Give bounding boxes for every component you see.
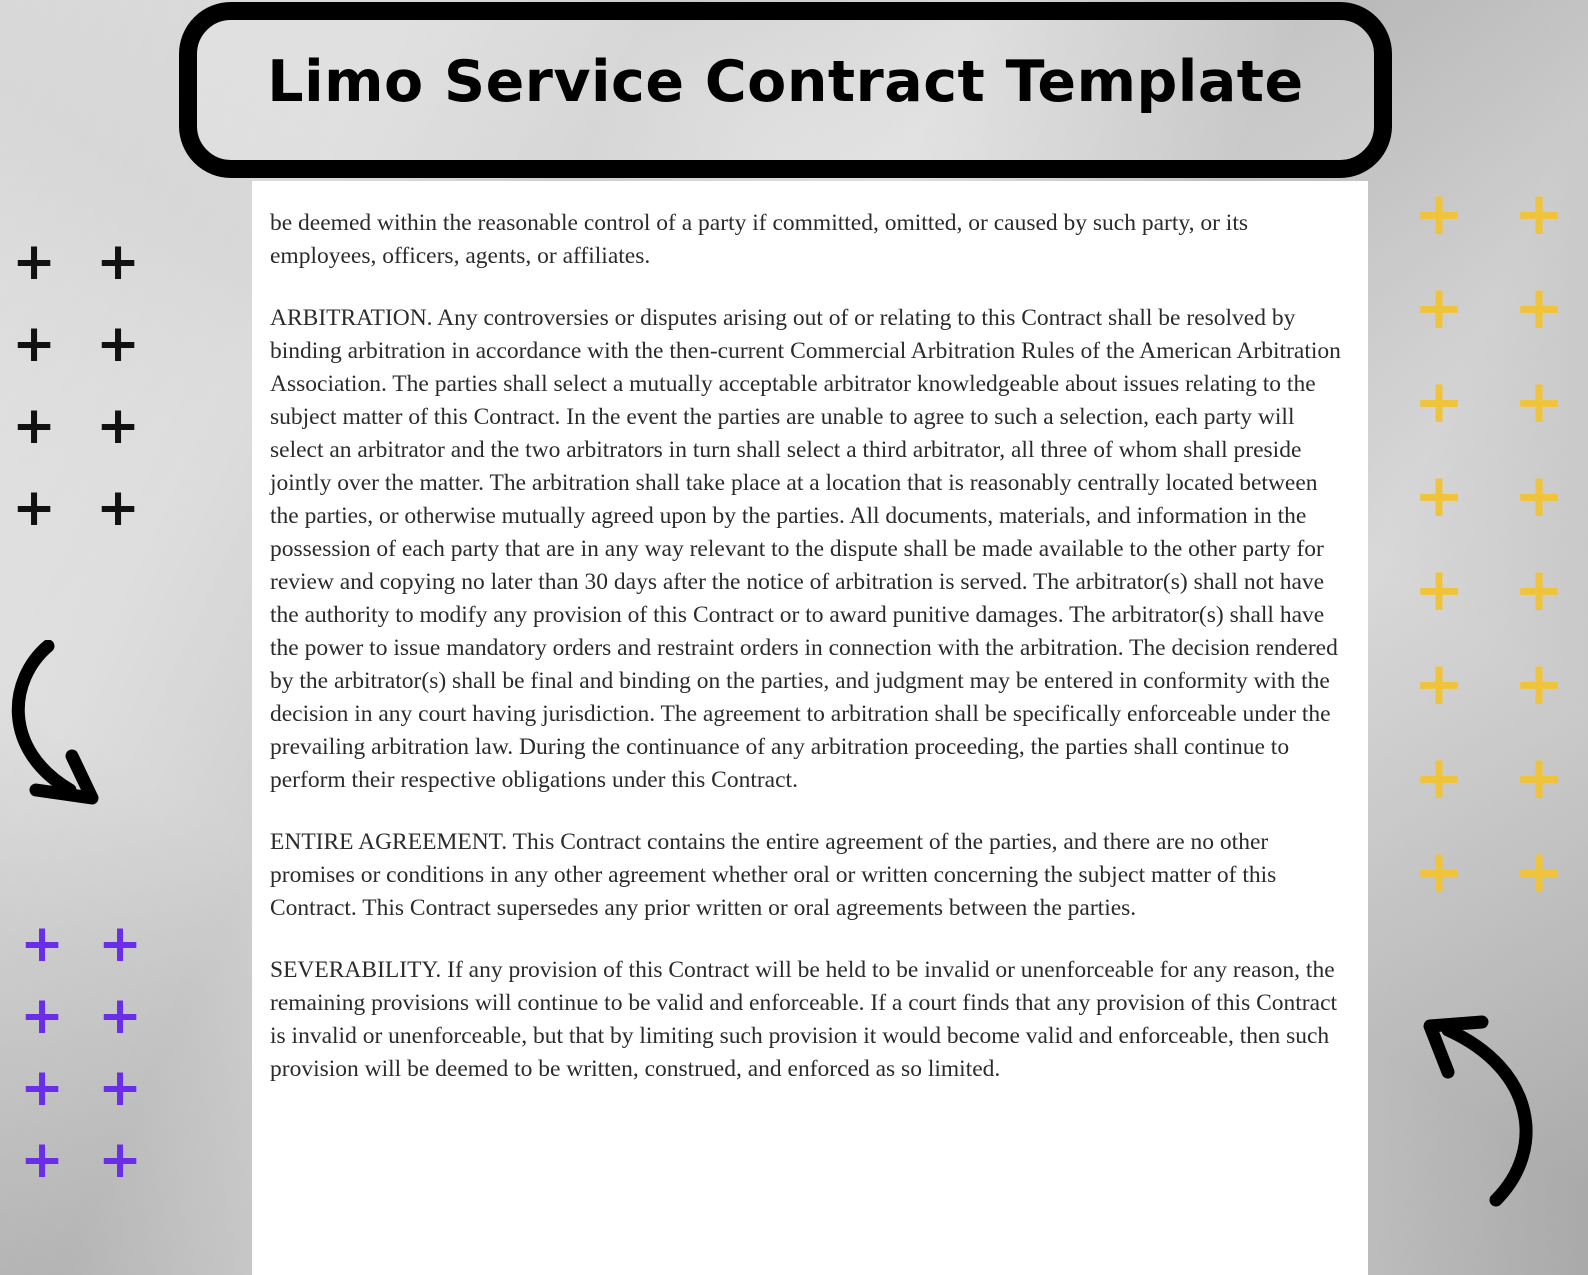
plus-icon: + — [96, 232, 140, 292]
curved-arrow-up-icon — [1418, 1010, 1548, 1210]
plus-icon: + — [1513, 367, 1565, 437]
plus-icon: + — [98, 986, 142, 1046]
plus-icon: + — [1413, 461, 1465, 531]
plus-icon: + — [1413, 555, 1465, 625]
plus-icon: + — [1513, 743, 1565, 813]
plus-grid-purple — [16, 914, 146, 1190]
plus-icon: + — [96, 314, 140, 374]
paragraph-arbitration: ARBITRATION. Any controversies or disputes arising out of or relating to this Contract shall be resolved by binding arbitration in accordance with the then-current Commercial Arbitration Rules of the American Arbitration Association. The parties shall select a mutually acceptable arbitrator knowledgeable about issues relating to the subject matter of this Contract. In the event the parties are unable to agree to such a selection, each party will select an arbitrator and the two arbitrators in turn shall select a third arbitrator, all three of whom shall preside jointly over the matter. The arbitration shall take place at a location that is reasonably centrally located between the parties, or otherwise mutually agreed upon by the parties. All documents, materials, and information in the possession of each party that are in any way relevant to the dispute shall be made available to the other party for review and copying no later than 30 days after the notice of arbitration is served. The arbitrator(s) shall not have the authority to modify any provision of this Contract or to award punitive damages. The arbitrator(s) shall have the power to issue mandatory orders and restraint orders in connection with the arbitration. The decision rendered by the arbitrator(s) shall be final and binding on the parties, and judgment may be entered in conformity with the decision in any court having jurisdiction. The agreement to arbitration shall be specifically enforceable under the prevailing arbitration law. During the continuance of any arbitration proceeding, the parties shall continue to perform their respective obligations under this Contract. — [270, 305, 1341, 793]
plus-icon: + — [1413, 649, 1465, 719]
plus-icon: + — [98, 914, 142, 974]
plus-icon: + — [96, 396, 140, 456]
plus-icon: + — [1513, 837, 1565, 907]
plus-icon: + — [98, 1058, 142, 1118]
plus-icon: + — [20, 1058, 64, 1118]
paragraph-entire-agreement: ENTIRE AGREEMENT. This Contract contains the entire agreement of the parties, and there are no other promises or conditions in any other agreement whether oral or written concerning the subject matter of this Contract. This Contract supersedes any prior written or oral agreements between the parties. — [270, 829, 1277, 921]
plus-grid-black — [8, 232, 144, 538]
plus-icon: + — [12, 396, 56, 456]
plus-grid-yellow — [1411, 179, 1567, 907]
document-page — [252, 181, 1368, 1275]
page-title: Limo Service Contract Template — [267, 49, 1304, 115]
plus-icon: + — [1513, 555, 1565, 625]
plus-icon: + — [96, 478, 140, 538]
plus-icon: + — [1513, 649, 1565, 719]
plus-icon: + — [20, 1130, 64, 1190]
plus-icon: + — [1413, 743, 1465, 813]
plus-icon: + — [1413, 837, 1465, 907]
plus-icon: + — [12, 314, 56, 374]
plus-icon: + — [1413, 179, 1465, 249]
plus-icon: + — [1513, 461, 1565, 531]
plus-icon: + — [12, 232, 56, 292]
title-banner — [179, 2, 1392, 178]
plus-icon: + — [1513, 179, 1565, 249]
plus-icon: + — [1413, 367, 1465, 437]
plus-icon: + — [1413, 273, 1465, 343]
plus-icon: + — [12, 478, 56, 538]
paragraph-force-majeure-tail: be deemed within the reasonable control of a party if committed, omitted, or caused by such party, or its employees, officers, agents, or affiliates. — [270, 210, 1249, 269]
curved-arrow-down-icon — [0, 640, 120, 820]
plus-icon: + — [20, 914, 64, 974]
paragraph-severability: SEVERABILITY. If any provision of this Contract will be held to be invalid or unenforceable for any reason, the remaining provisions will continue to be valid and enforceable. If a court finds that any provision of this Contract is invalid or unenforceable, but that by limiting such provision it would become valid and enforceable, then such provision will be deemed to be written, construed, and enforced as so limited. — [270, 957, 1338, 1082]
plus-icon: + — [20, 986, 64, 1046]
plus-icon: + — [1513, 273, 1565, 343]
plus-icon: + — [98, 1130, 142, 1190]
